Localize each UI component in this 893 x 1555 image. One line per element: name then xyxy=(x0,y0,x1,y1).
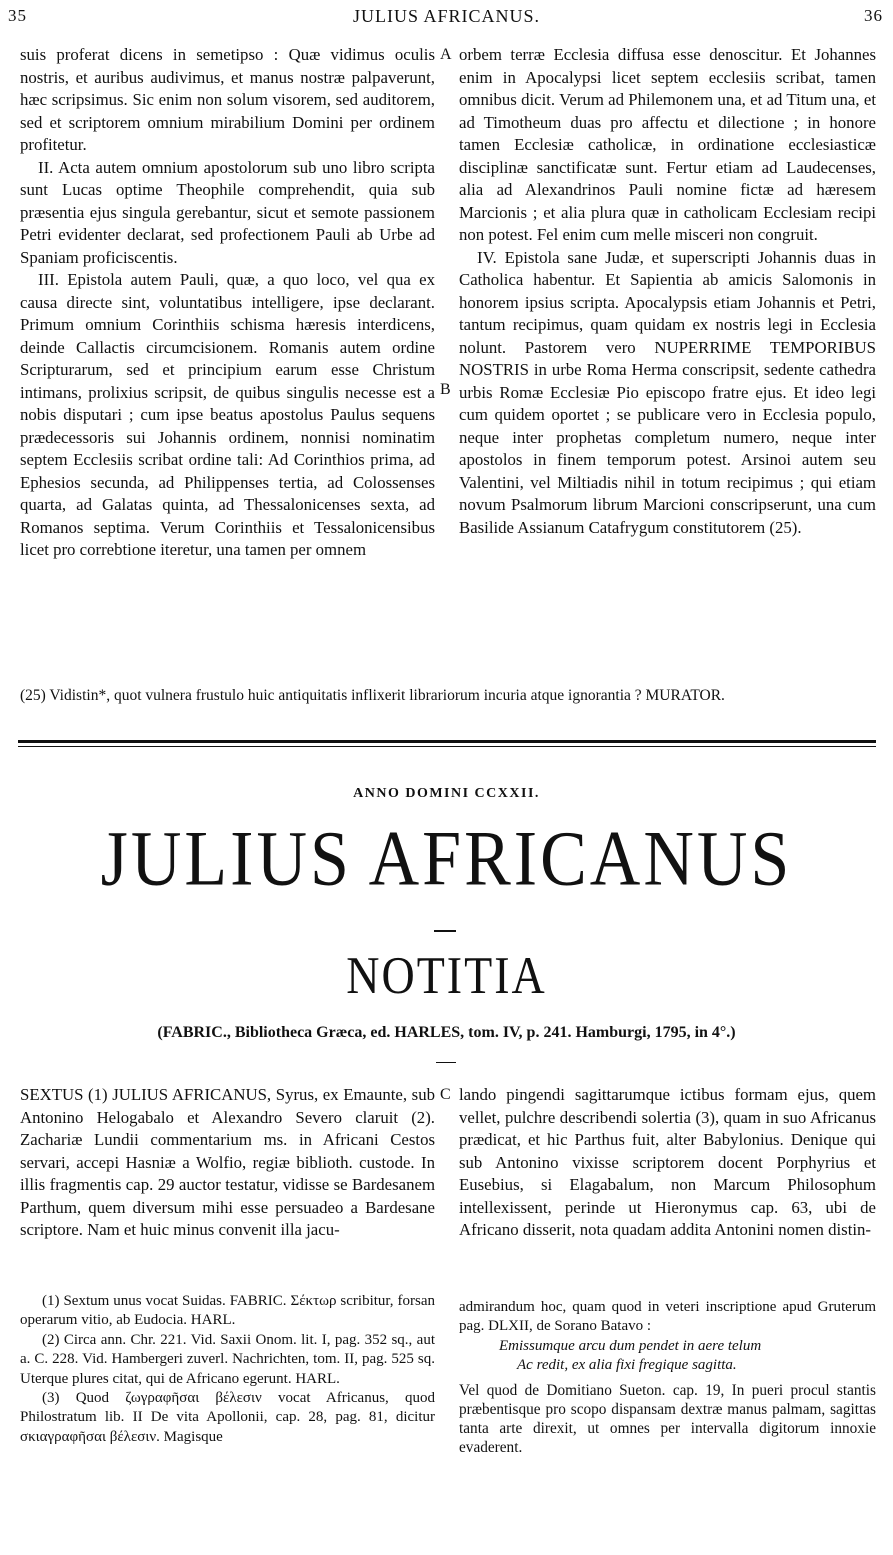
running-title: JULIUS AFRICANUS. xyxy=(352,6,541,26)
top-left-column xyxy=(20,44,435,562)
paragraph: II. Acta autem omnium apostolorum sub uno libro scripta sunt Lucas optime Theophile comprehendit, quia sub præsentia ejus singula gerebantur, sicut et semote passionem Petri evidenter declarat, sed profectionem Pauli ab Urbe ad Spaniam proficiscentis. xyxy=(20,157,435,267)
footnote: (1) Sextum unus vocat Suidas. FABRIC. Σέκτωρ scribitur, forsan operarum vitio, ab Eudocia. HARL. xyxy=(20,1293,435,1329)
subtitle: NOTITIA xyxy=(346,946,547,1005)
paragraph: III. Epistola autem Pauli, quæ, a quo loco, vel qua ex causa directe sint, voluntatibus intelligere, ipse declarant. Primum omnium Corinthiis schisma hæresis interdicens, deinde Callactis circumcisionem. Romanis autem ordine Scripturarum, sed et principium earum esse Christum intimans, prolixius scripsit, de quibus singulis necesse est a nobis disputari ; cum ipse beatus apostolus Paulus sequens prædecessoris sui Johannis ordinem, nonnisi nominatim septem Ecclesiis scribat ordine tali: Ad Corinthios prima, ad Ephesios secunda, ad Philippenses tertia, ad Colossenses quarta, ad Galatas quinta, ad Thessalonicenses sexta, ad Romanos septima. Verum Corinthiis et Tessalonicensibus licet pro correbtione iteretur, una tamen per omnem xyxy=(20,270,435,559)
paragraph: SEXTUS (1) JULIUS AFRICANUS, Syrus, ex Emaunte, sub Antonino Helogabalo et Alexandro Severo claruit (2). Zachariæ Lundii commentarium ms. in Africani Cestos servari, accepi Hasniæ a Wolfio, regiæ biblioth. custode. In illis fragmentis cap. 29 auctor testatur, vidisse se Bardesanem Parthum, quem diversum mihi esse persuadeo a Bardesane scriptore. Nam et huic minus convenit illa jacu- xyxy=(20,1085,435,1239)
footnote-25: (25) Vidistin*, quot vulnera frustulo huic antiquitatis inflixerit librariorum incuria atque ignorantia ? MURATOR. xyxy=(20,687,725,704)
footnotes-right xyxy=(459,1298,876,1458)
bottom-right-column xyxy=(459,1084,876,1242)
source-citation: (FABRIC., Bibliotheca Græca, ed. HARLES, tom. IV, p. 241. Hamburgi, 1795, in 4°.) xyxy=(157,1024,736,1041)
small-rule xyxy=(436,1062,456,1063)
footnote-continuation: admirandum hoc, quam quod in veteri inscriptione apud Gruterum pag. DLXII, de Sorano Batavo : xyxy=(459,1299,876,1335)
footnotes-left xyxy=(20,1292,435,1447)
top-right-column xyxy=(459,44,876,539)
paragraph: orbem terræ Ecclesia diffusa esse denoscitur. Et Johannes enim in Apocalypsi licet septem ecclesiis scribat, tamen omnibus dicit. Verum ad Philemonem una, et ad Titum una, et ad Timotheum duas pro affectu et dilectione ; in honore tamen Ecclesiæ catholicæ, in ordinatione ecclesiasticæ disciplinæ sanctificatæ sunt. Fertur etiam ad Laudecenses, alia ad Alexandrinos Pauli nomine fictæ ad hæresem Marcionis ; et alia plura quæ in catholicam Ecclesiam recipi non potest. Fel enim cum melle misceri non congruit. xyxy=(459,45,876,244)
anno-domini: ANNO DOMINI CCXXII. xyxy=(353,786,540,801)
verse-line: Emissumque arcu dum pendet in aere telum xyxy=(499,1337,762,1354)
bottom-left-column xyxy=(20,1084,435,1242)
margin-marker-b: B xyxy=(440,381,451,398)
section-rule-thin xyxy=(18,746,876,747)
paragraph: lando pingendi sagittarumque ictibus formam ejus, quem vellet, pulchre describendi solertia (3), quam in suo Africanus prædicat, et hic Parthus fuit, alter Babylonius. Denique qui sub Antonino vixisse scriptorem docent Porphyrius et Eusebius, si Elagabalum, non Marcum Philosophum intellexissent, perinde ut Hieronymus cap. 63, ubi de Africano disserit, nota quadam addita Antonini nomen distin- xyxy=(459,1085,876,1239)
footnote-continuation: Vel quod de Domitiano Sueton. cap. 19, In pueri procul stantis præbentisque pro scopo dispansam dextræ manus palmam, sagittas tanta arte direxit, ut omnes per intervalla digitorum innoxie evaderent. xyxy=(459,1381,876,1457)
title-dash xyxy=(434,930,456,932)
margin-marker-c: C xyxy=(440,1086,451,1103)
page-number-left: 35 xyxy=(8,6,27,25)
running-header xyxy=(0,2,893,32)
footnote: (3) Quod ζωγραφῆσαι βέλεσιν vocat Africanus, quod Philostratum lib. II De vita Apollonii, cap. 28, pag. 81, dicitur σκιαγραφῆσαι βέλεσιν. Magisque xyxy=(20,1390,435,1445)
verse-quote xyxy=(459,1337,876,1375)
footnote: (2) Circa ann. Chr. 221. Vid. Saxii Onom. lit. I, pag. 352 sq., aut a. C. 228. Vid. Hambergeri zuverl. Nachrichten, tom. II, pag. 525 sq. Uterque plures citat, qui de Africano egerunt. HARL. xyxy=(20,1331,435,1387)
margin-marker-a: A xyxy=(440,46,452,63)
verse-line: Ac redit, ex alia fixi fregique sagitta. xyxy=(517,1356,737,1373)
section-rule xyxy=(18,740,876,743)
paragraph: IV. Epistola sane Judæ, et superscripti Johannis duas in Catholica habentur. Et Sapientia ab amicis Salomonis in honorem ipsius scripta. Apocalypsis etiam Johannis et Petri, tantum recipimus, quam quidam ex nostris legi in Ecclesia nolunt. Pastorem vero NUPERRIME TEMPORIBUS NOSTRIS in urbe Roma Herma conscripsit, sedente cathedra urbis Romæ Ecclesiæ Pio episcopo fratre ejus. Et ideo legi cum quidem oportet ; se publicare vero in Ecclesia populo, neque inter prophetas completum numero, neque inter apostolos in finem temporum potest. Arsinoi autem seu Valentini, vel Miltiadis nihil in totum recipimus ; qui etiam novum Psalmorum librum Marcioni conscripserunt, una cum Basilide Assianum Catafrygum constitutorem (25). xyxy=(459,247,876,537)
main-title: JULIUS AFRICANUS xyxy=(100,816,793,903)
paragraph: suis proferat dicens in semetipso : Quæ vidimus oculis nostris, et auribus audivimus, et manus nostræ palpaverunt, hæc scripsimus. Sic enim non solum visorem, sed auditorem, sed et scriptorem omnium mirabilium Domini per ordinem profitetur. xyxy=(20,45,435,154)
page-number-right: 36 xyxy=(864,6,883,25)
